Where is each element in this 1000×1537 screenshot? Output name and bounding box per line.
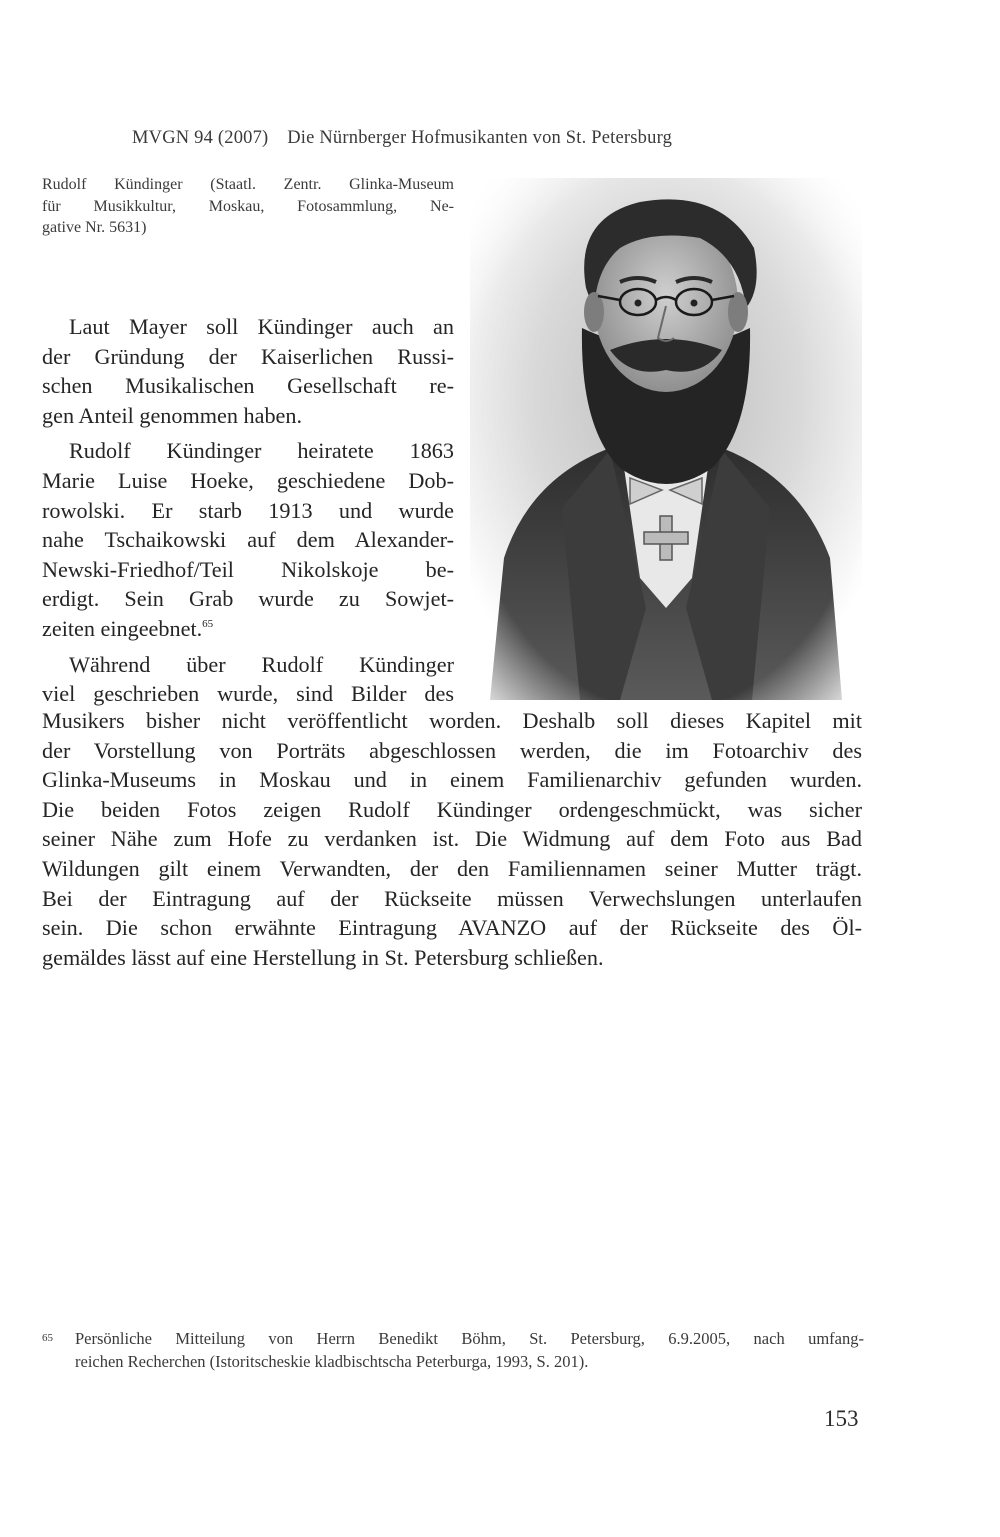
text-line: gen Anteil genommen haben.: [42, 402, 303, 428]
figure-caption: [42, 174, 454, 239]
text-line: der Vorstellung von Porträts abgeschlossen werden, die im Fotoarchiv des: [42, 737, 862, 763]
journal-reference: MVGN 94 (2007): [132, 128, 269, 148]
text-line: der Gründung der Kaiserlichen Russi-: [42, 343, 454, 369]
text-line: Während über Rudolf Kündinger: [69, 651, 454, 677]
text-line: Die beiden Fotos zeigen Rudolf Kündinger ordengeschmückt, was sicher: [42, 796, 862, 822]
caption-line: für Musikkultur, Moskau, Fotosammlung, Ne-: [42, 197, 454, 215]
text-line: [42, 614, 454, 644]
page-number: 153: [824, 1406, 859, 1431]
caption-line: gative Nr. 5631): [42, 219, 147, 236]
body-text-narrow: [42, 312, 454, 709]
text-line: gemäldes lässt auf eine Herstellung in St. Petersburg schließen.: [42, 944, 604, 970]
text-line: Musikers bisher nicht veröffentlicht worden. Deshalb soll dieses Kapitel mit: [42, 708, 862, 733]
footnote-text: Persönliche Mitteilung von Herrn Benedikt Böhm, St. Petersburg, 6.9.2005, nach umfang-: [75, 1329, 864, 1348]
text-line: Rudolf Kündinger heiratete 1863: [69, 438, 454, 464]
text-line: erdigt. Sein Grab wurde zu Sowjet-: [42, 586, 454, 612]
text-line: Glinka-Museums in Moskau und in einem Familienarchiv gefunden wurden.: [42, 767, 862, 793]
text-line: schen Musikalischen Gesellschaft re-: [42, 373, 454, 399]
footnote-marker: 65: [42, 1332, 53, 1344]
text-line: Marie Luise Hoeke, geschiedene Dob-: [42, 467, 454, 493]
footnote-line: reichen Recherchen (Istoritscheskie kladbischtscha Peterburga, 1993, S. 201).: [75, 1352, 589, 1371]
text-line: viel geschrieben wurde, sind Bilder des: [42, 681, 454, 707]
running-header: [132, 128, 792, 149]
portrait-illustration: [470, 178, 862, 700]
text-line: Newski-Friedhof/Teil Nikolskoje be-: [42, 556, 454, 582]
running-title: Die Nürnberger Hofmusikanten von St. Petersburg: [287, 128, 673, 148]
text-line: sein. Die schon erwähnte Eintragung AVANZO auf der Rückseite des Öl-: [42, 915, 862, 941]
text-line: rowolski. Er starb 1913 und wurde: [42, 497, 454, 523]
text-line: Bei der Eintragung auf der Rückseite müssen Verwechslungen unterlaufen: [42, 885, 862, 911]
footnote-reference[interactable]: 65: [202, 617, 214, 630]
text-line: seiner Nähe zum Hofe zu verdanken ist. Die Widmung auf dem Foto aus Bad: [42, 826, 862, 852]
body-text-wide: [42, 706, 862, 972]
text-line: Wildungen gilt einem Verwandten, der den Familiennamen seiner Mutter trägt.: [42, 855, 862, 881]
text-line: nahe Tschaikowski auf dem Alexander-: [42, 527, 454, 553]
footnote-line: [42, 1327, 864, 1350]
portrait-photo: [470, 178, 862, 700]
caption-line: Rudolf Kündinger (Staatl. Zentr. Glinka-Museum: [42, 176, 454, 193]
text-fragment: zeiten eingeebnet.: [42, 615, 203, 641]
text-line: Laut Mayer soll Kündinger auch an: [69, 314, 454, 339]
footnote: [42, 1327, 864, 1373]
